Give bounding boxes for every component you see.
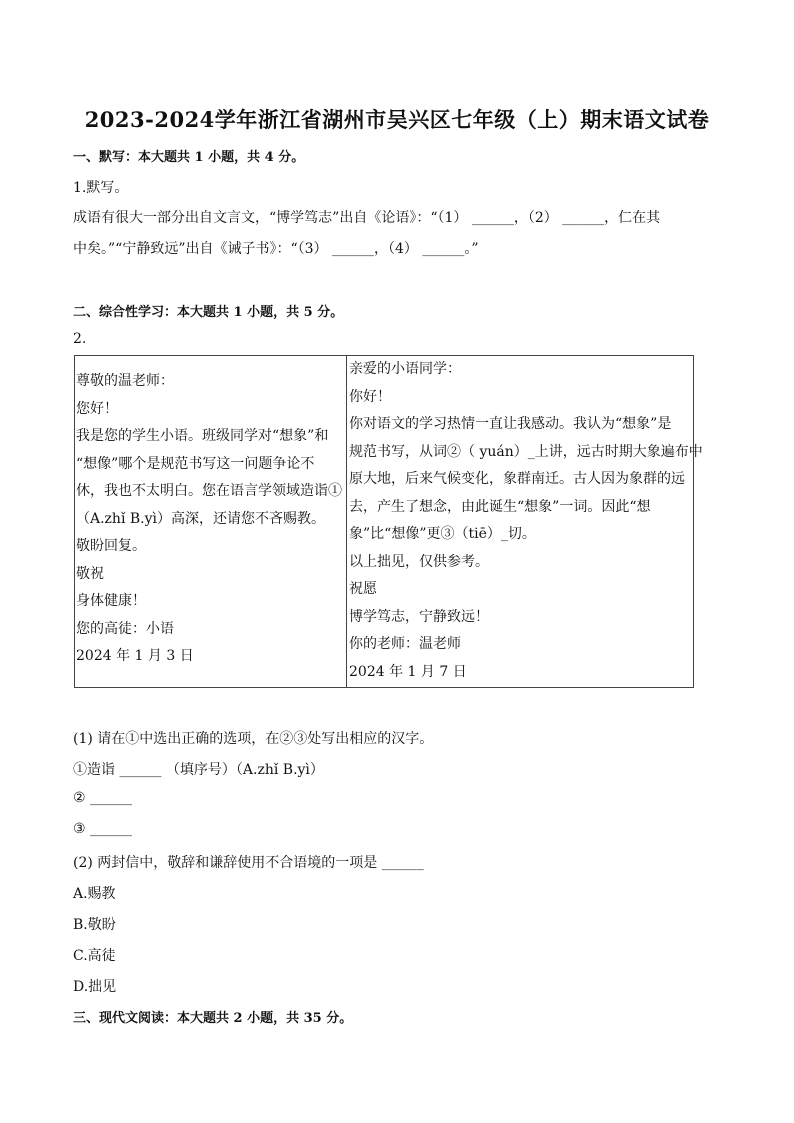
letter-line: 亲爱的小语同学： <box>349 361 461 377</box>
letter-from-student <box>76 368 344 671</box>
section1-heading: 一、默写：本大题共 1 小题，共 4 分。 <box>73 150 305 165</box>
letter-line: 2024 年 1 月 3 日 <box>76 648 194 664</box>
letter-line: 身体健康！ <box>76 593 146 609</box>
option-b: B.敬盼 <box>73 917 116 933</box>
letter-line: （A.zhǐ B.yì）高深，还请您不吝赐教。 <box>76 510 326 527</box>
subquestion-1-blank-b: ② ______ <box>73 790 133 806</box>
subquestion-1-blank-a: ①造诣 ______ （填序号）（A.zhǐ B.yì） <box>73 762 324 778</box>
letter-line: 原大地，后来气候变化，象群南迁。古人因为象群的远 <box>349 471 685 487</box>
question1-text-line2: 中矣。”“宁静致远”出自《诫子书》：“（3） ______，（4） ______。” <box>73 241 479 257</box>
letter-line: 你好！ <box>349 388 391 405</box>
letter-line: 尊敬的温老师： <box>76 373 174 389</box>
option-a: A.赐教 <box>73 886 116 902</box>
letter-line: 祝愿 <box>349 581 377 597</box>
letter-line: 敬祝 <box>76 565 104 582</box>
section2-heading: 二、综合性学习：本大题共 1 小题，共 5 分。 <box>73 305 344 320</box>
letter-line: 休，我也不太明白。您在语言学领域造诣① <box>76 483 342 499</box>
option-d: D.拙见 <box>73 979 117 995</box>
subquestion-2: (2) 两封信中，敬辞和谦辞使用不合语境的一项是 ______ <box>73 855 424 871</box>
letter-line: 你的老师：温老师 <box>349 636 461 652</box>
letter-line: 以上拙见，仅供参考。 <box>349 553 489 570</box>
letter-line: 2024 年 1 月 7 日 <box>349 663 467 680</box>
letter-from-teacher <box>349 356 703 686</box>
letters-table <box>74 355 703 688</box>
letter-line: 去，产生了想念，由此诞生“想象”一词。因此“想 <box>349 498 651 515</box>
option-c: C.高徒 <box>73 948 116 964</box>
question1-text-line1: 成语有很大一部分出自文言文，“博学笃志”出自《论语》：“（1） ______，（2） ______，仁在其 <box>73 210 661 226</box>
subquestion-1-blank-c: ③ ______ <box>73 821 133 837</box>
letter-line: 我是您的学生小语。班级同学对“想象”和 <box>76 428 329 444</box>
page-title: 2023-2024学年浙江省湖州市吴兴区七年级（上）期末语文试卷 <box>84 107 710 132</box>
letter-line: 您的高徒：小语 <box>76 620 174 637</box>
letter-line: “想像”哪个是规范书写这一问题争论不 <box>76 455 315 472</box>
question1-number: 1.默写。 <box>73 180 129 196</box>
letter-line: 规范书写，从词②（ yuán）_上讲，远古时期大象遍布中 <box>349 443 703 460</box>
subquestion-1: (1) 请在①中选出正确的选项，在②③处写出相应的汉字。 <box>73 731 434 747</box>
letter-line: 博学笃志，宁静致远！ <box>349 608 489 625</box>
question2-number: 2. <box>73 331 87 347</box>
letter-line: 您好！ <box>76 400 118 417</box>
table-divider <box>346 356 347 687</box>
letter-line: 敬盼回复。 <box>76 538 146 554</box>
letter-line: 你对语文的学习热情一直让我感动。我认为“想象”是 <box>349 416 672 432</box>
letter-line: 象”比“想像”更③（tiē）_切。 <box>349 526 536 542</box>
section3-heading: 三、现代文阅读：本大题共 2 小题，共 35 分。 <box>73 1011 353 1026</box>
